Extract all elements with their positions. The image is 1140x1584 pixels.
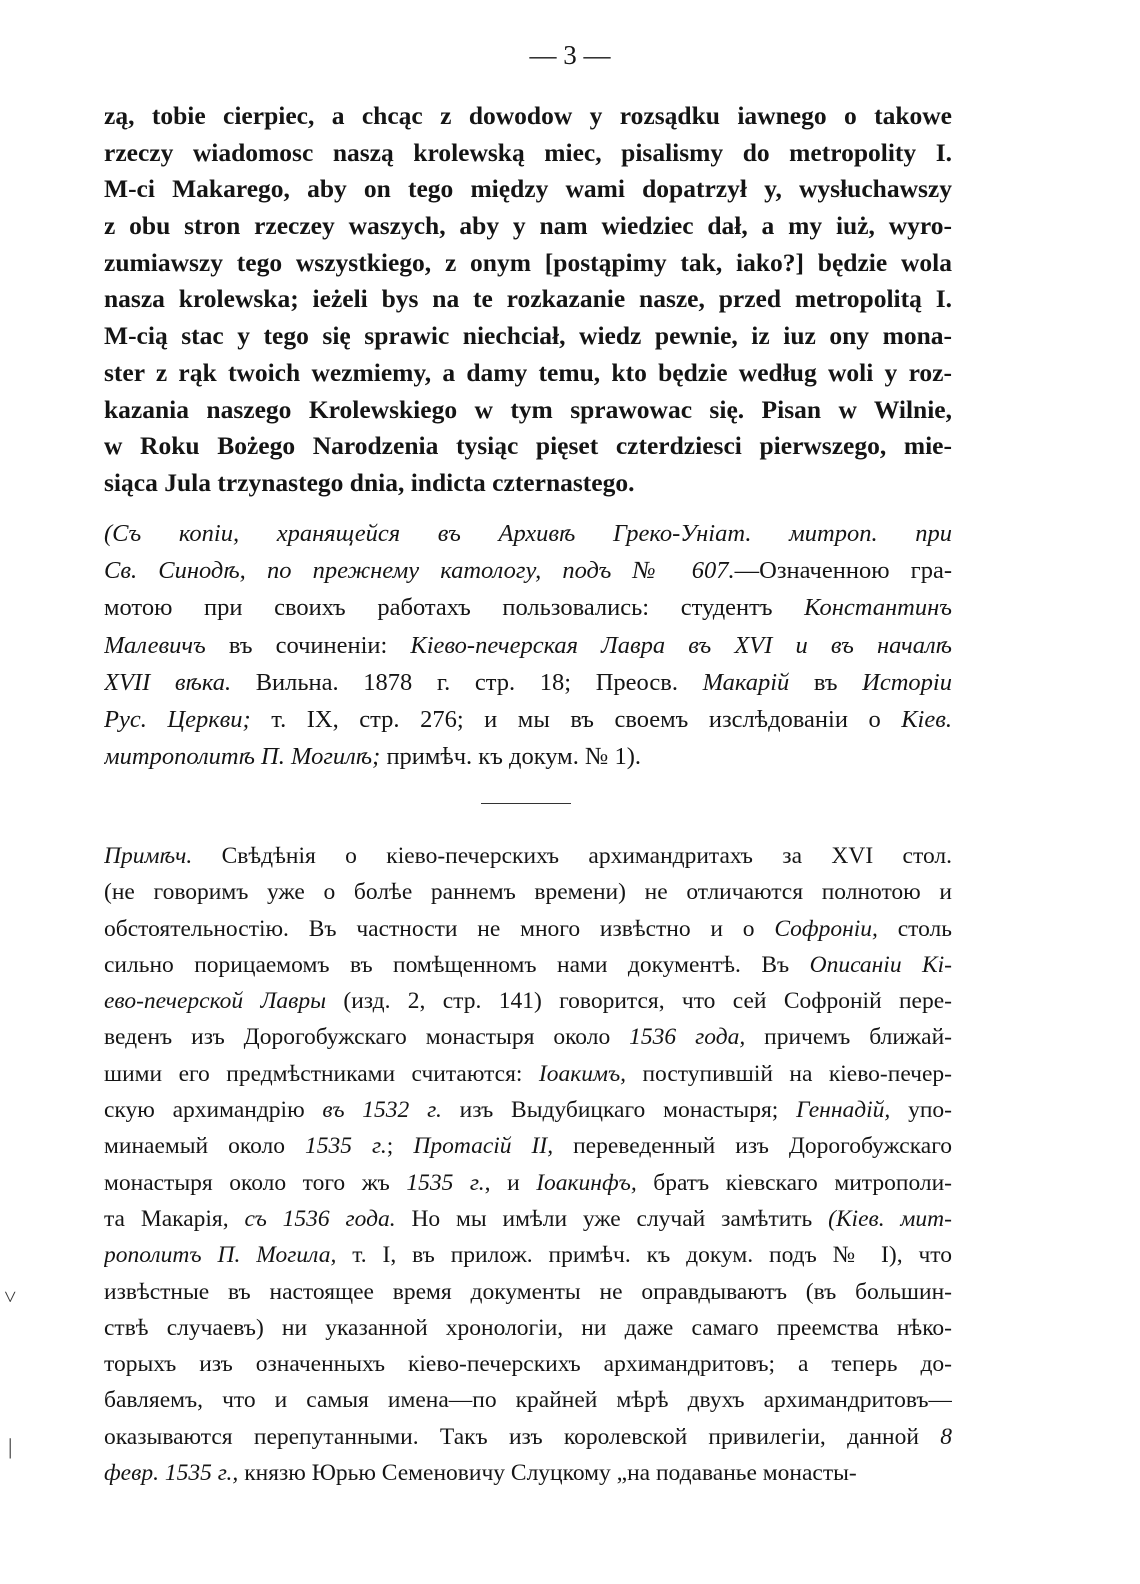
text-run: князю Юрью Семеновичу Слуцкому „на подаванье монасты- — [238, 1460, 857, 1487]
text-run: шими его предмѣстниками считаются: — [104, 1060, 539, 1087]
italic-run: въ 1532 г. — [322, 1097, 442, 1124]
italic-run: Рус. Церкви; — [104, 705, 251, 733]
text-run: изъ Выдубицкаго монастыря; — [441, 1097, 797, 1124]
italic-run: Софроніи, — [774, 915, 878, 942]
text-run: скую архимандрію — [104, 1097, 323, 1124]
text-line — [104, 1455, 952, 1491]
text-run: т. IX, стр. 276; и мы въ своемъ изслѣдованіи о — [250, 705, 902, 733]
text-line: kazania naszego Krolewskiego w tym sprawowac się. Pisan w Wilnie, — [104, 394, 952, 424]
text-run: Свѣдѣнія о кіево-печерскихъ архимандритахъ за XVI стол. — [192, 843, 952, 869]
text-run: минаемый около — [104, 1133, 306, 1160]
text-line — [104, 1201, 952, 1237]
text-run: торыхъ изъ означенныхъ кіево-печерскихъ архимандритовъ; а теперь до- — [104, 1351, 952, 1378]
italic-run: Описаніи Кі- — [809, 951, 952, 978]
text-line — [104, 1419, 952, 1455]
text-run: (изд. 2, стр. 141) говорится, что сей Софроній пере- — [326, 988, 952, 1015]
text-line — [104, 1382, 952, 1418]
text-run: та Макарія, — [104, 1205, 245, 1232]
section-divider — [481, 803, 571, 804]
text-run: монастыря около того жъ — [104, 1169, 407, 1196]
text-line: siąca Jula trzynastego dnia, indicta czternastego. — [104, 467, 635, 497]
italic-run: XVII вѣка. — [104, 668, 232, 696]
italic-run: Св. Синодѣ, по прежнему катологу, подъ № 607. — [104, 557, 735, 585]
text-run: извѣстные въ настоящее время документы не оправдываютъ (въ большин- — [104, 1278, 952, 1305]
text-run: веденъ изъ Дорогобужскаго монастыря около — [104, 1024, 630, 1051]
italic-run: Іоакимъ, — [538, 1060, 627, 1087]
text-run: переведенный изъ Дорогобужскаго — [553, 1133, 952, 1160]
text-line — [104, 738, 952, 775]
text-run: братъ кіевскаго митрополи- — [636, 1169, 952, 1196]
text-line — [104, 1092, 952, 1128]
text-line — [104, 1310, 952, 1346]
text-line — [104, 838, 952, 874]
italic-run: Протасій II, — [413, 1133, 554, 1160]
text-run: ствѣ случаевъ) ни указанной хронологіи, ни даже самаго преемства нѣко- — [104, 1314, 952, 1341]
text-line — [104, 911, 952, 947]
text-line — [104, 589, 952, 626]
text-run: обстоятельностію. Въ частности не много извѣстно и о — [104, 915, 775, 942]
text-line — [104, 1237, 952, 1273]
text-line — [104, 1274, 952, 1310]
text-run: Но мы имѣли уже случай замѣтить — [395, 1205, 829, 1232]
page-number: — 3 — — [529, 40, 611, 70]
text-run: въ сочиненіи: — [205, 631, 411, 659]
italic-run: (Съ копіи, хранящейся въ Архивѣ Греко-Уніат. митроп. при — [104, 520, 952, 547]
text-line: M-cią stac y tego się sprawic niechciał, wiedz pewnie, iz iuz ony mona- — [104, 321, 952, 351]
text-run: причемъ ближай- — [745, 1024, 952, 1051]
text-run: ; — [386, 1133, 414, 1160]
italic-run: (Кіев. мит- — [828, 1205, 952, 1232]
margin-mark: ˅ — [4, 1284, 17, 1309]
text-run: т. I, въ прилож. примѣч. къ докум. подъ № I), что — [336, 1242, 952, 1269]
italic-run: 1535 г. — [305, 1133, 387, 1160]
text-run: столь — [877, 915, 952, 942]
text-run: , и — [484, 1169, 537, 1196]
text-line — [104, 1165, 952, 1201]
text-run: поступившій на кіево-печер- — [626, 1060, 952, 1087]
text-run: (не говоримъ уже о болѣе раннемъ времени) не отличаются полнотою и — [104, 879, 952, 906]
text-run: примѣч. къ докум. № 1). — [380, 743, 641, 771]
italic-run: 1535 г. — [406, 1169, 485, 1196]
text-run: мотою при своихъ работахъ пользовались: студентъ — [104, 594, 805, 622]
margin-mark: | — [8, 1434, 13, 1459]
italic-run: февр. 1535 г., — [104, 1460, 239, 1487]
text-line — [104, 1056, 952, 1092]
text-line — [104, 1019, 952, 1055]
text-line: rzeczy wiadomosc naszą krolewską miec, pisalismy do metropolity I. — [104, 137, 952, 167]
text-line: z obu stron rzeczey waszych, aby y nam wiedziec dał, a my iuż, wyro- — [104, 211, 952, 241]
text-line: w Roku Bożego Narodzenia tysiąc pięset czterdziesci pierwszego, mie- — [104, 431, 952, 461]
italic-run: 8 — [940, 1423, 952, 1450]
italic-run: рополитъ П. Могила, — [104, 1242, 337, 1269]
editor-note — [104, 838, 952, 1491]
italic-run: Исторіи — [862, 668, 952, 696]
italic-run: Малевичъ — [104, 631, 206, 659]
italic-run: Макарій — [702, 668, 790, 696]
italic-run: ево-печерской Лавры — [104, 988, 327, 1015]
text-line — [104, 1346, 952, 1382]
text-line — [104, 552, 952, 589]
text-line: nasza krolewska; ieżeli bys na te rozkazanie nasze, przed metropolitą I. — [104, 284, 952, 314]
text-line: zą, tobie cierpiec, a chcąc z dowodow y rozsądku iawnego o takowe — [104, 101, 952, 130]
text-line — [104, 983, 952, 1019]
text-line: zumiawszy tego wszystkiego, z onym [postąpimy tak, iako?] będzie wola — [104, 247, 952, 277]
italic-run: Іоакинфъ, — [536, 1169, 637, 1196]
text-line: M-ci Makarego, aby on tego między wami dopatrzył y, wysłuchawszy — [104, 174, 952, 204]
italic-run: митрополитѣ П. Могилѣ; — [104, 743, 381, 771]
text-run: —Означенною гра- — [734, 557, 952, 585]
text-line — [104, 874, 952, 910]
text-run: бавляемъ, что и самыя имена—по крайней мѣрѣ двухъ архимандритовъ— — [104, 1387, 952, 1414]
italic-run: Константинъ — [804, 594, 952, 622]
italic-run: 1536 года, — [629, 1024, 746, 1051]
text-line — [104, 664, 952, 701]
text-line — [104, 627, 952, 664]
text-line: ster z rąk twoich wezmiemy, a damy temu, kto będzie według woli y roz- — [104, 357, 952, 387]
text-line — [104, 701, 952, 738]
italic-run: Кіев. — [901, 705, 952, 733]
italic-run: Примѣч. — [104, 843, 193, 869]
text-run: оказываются перепутанными. Такъ изъ королевской привилегіи, данной — [104, 1423, 941, 1450]
italic-run: Кіево-печерская Лавра въ XVI и въ началѣ — [410, 631, 952, 659]
text-run: сильно порицаемомъ въ помѣщенномъ нами документѣ. Въ — [104, 951, 810, 978]
text-run: Вильна. 1878 г. стр. 18; Преосв. — [231, 668, 703, 696]
text-line — [104, 947, 952, 983]
source-note — [104, 515, 952, 775]
italic-run: съ 1536 года. — [244, 1205, 396, 1232]
italic-run: Геннадій, — [796, 1097, 891, 1124]
text-line — [104, 1128, 952, 1164]
text-line — [104, 515, 952, 552]
text-run: упо- — [890, 1097, 952, 1124]
polish-charter-text — [104, 98, 952, 502]
text-run: въ — [789, 668, 863, 696]
